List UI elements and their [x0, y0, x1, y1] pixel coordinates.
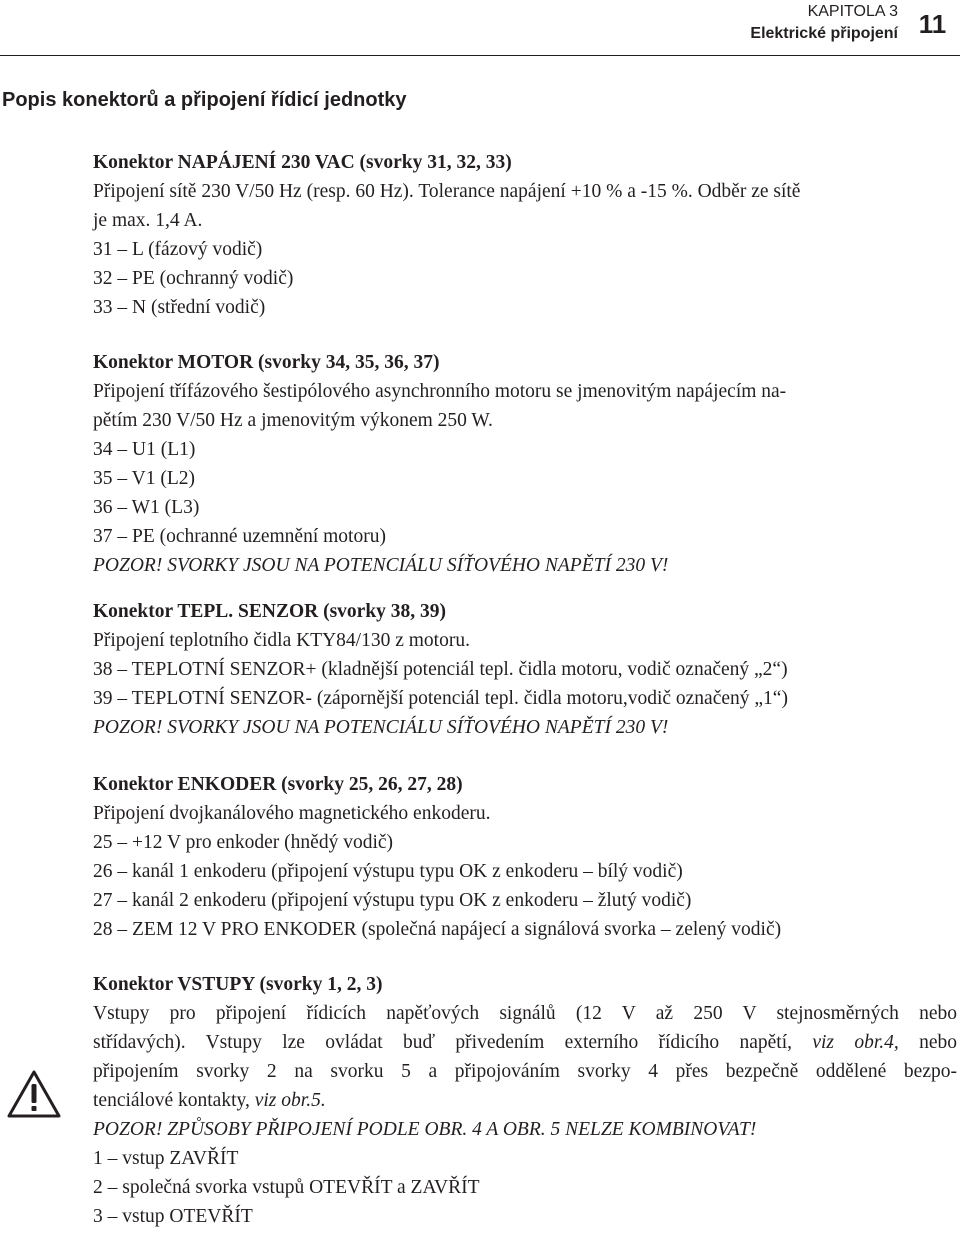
tepl-senzor-description: Připojení teplotního čidla KTY84/130 z motoru.: [93, 630, 470, 651]
enkoder-connector-block: [93, 770, 957, 944]
terminal-item: 36 – W1 (L3): [93, 497, 200, 518]
terminal-item: 35 – V1 (L2): [93, 468, 196, 489]
vstupy-text: tenciálové kontakty,: [93, 1090, 255, 1111]
terminal-item: 2 – společná svorka vstupů OTEVŘÍT a ZAVŘÍT: [93, 1177, 480, 1198]
terminal-item: 31 – L (fázový vodič): [93, 239, 263, 260]
figure-reference: viz obr.4,: [812, 1032, 899, 1053]
chapter-name: Elektrické připojení: [750, 25, 898, 42]
motor-description-line: Připojení třífázového šestipólového asynchronního motoru se jmenovitým napájecím na-: [93, 381, 787, 402]
figure-reference: viz obr.5.: [254, 1090, 326, 1111]
enkoder-description: Připojení dvojkanálového magnetického enkoderu.: [93, 803, 491, 824]
napajeni-connector-block: [93, 148, 957, 322]
vstupy-text: střídavých). Vstupy lze ovládat buď přivedením externího řídicího napětí,: [93, 1032, 813, 1053]
terminal-item: 1 – vstup ZAVŘÍT: [93, 1148, 239, 1169]
vstupy-paragraph-line: připojením svorky 2 na svorku 5 a připojováním svorky 4 přes bezpečně oddělené bezpo-: [93, 1061, 957, 1082]
terminal-item: 38 – TEPLOTNÍ SENZOR+ (kladnější potenciál tepl. čidla motoru, vodič označený „2“): [93, 659, 788, 680]
terminal-item: 32 – PE (ochranný vodič): [93, 268, 294, 289]
terminal-item: 27 – kanál 2 enkoderu (připojení výstupu typu OK z enkoderu – žlutý vodič): [93, 890, 692, 911]
napajeni-description-line: Připojení sítě 230 V/50 Hz (resp. 60 Hz). Tolerance napájení +10 % a -15 %. Odběr ze sítě: [93, 181, 801, 202]
tepl-senzor-connector-block: [93, 597, 957, 742]
terminal-item: 26 – kanál 1 enkoderu (připojení výstupu typu OK z enkoderu – bílý vodič): [93, 861, 683, 882]
terminal-item: 37 – PE (ochranné uzemnění motoru): [93, 526, 386, 547]
chapter-info: [598, 1, 898, 45]
terminal-item: 34 – U1 (L1): [93, 439, 196, 460]
terminal-item: 39 – TEPLOTNÍ SENZOR- (zápornější potenciál tepl. čidla motoru,vodič označený „1“): [93, 688, 788, 709]
enkoder-heading: Konektor ENKODER (svorky 25, 26, 27, 28): [93, 774, 463, 795]
motor-connector-block: [93, 348, 957, 580]
motor-description-line: pětím 230 V/50 Hz a jmenovitým výkonem 250 W.: [93, 410, 493, 431]
section-title: Popis konektorů a připojení řídicí jednotky: [2, 89, 407, 111]
napajeni-description-line: je max. 1,4 A.: [93, 210, 203, 231]
terminal-item: 28 – ZEM 12 V PRO ENKODER (společná napájecí a signálová svorka – zelený vodič): [93, 919, 782, 940]
page-number: 11: [918, 9, 947, 39]
motor-heading: Konektor MOTOR (svorky 34, 35, 36, 37): [93, 352, 440, 373]
header-rule: [0, 55, 960, 56]
chapter-label: KAPITOLA 3: [807, 3, 898, 20]
vstupy-paragraph-line: [93, 1028, 957, 1057]
vstupy-heading: Konektor VSTUPY (svorky 1, 2, 3): [93, 974, 383, 995]
tepl-senzor-warning: POZOR! SVORKY JSOU NA POTENCIÁLU SÍŤOVÉHO NAPĚTÍ 230 V!: [93, 717, 669, 738]
page-header: [0, 0, 960, 58]
vstupy-paragraph-line: Vstupy pro připojení řídicích napěťových signálů (12 V až 250 V stejnosměrných nebo: [93, 1003, 957, 1024]
terminal-item: 25 – +12 V pro enkoder (hnědý vodič): [93, 832, 394, 853]
vstupy-text: nebo: [898, 1032, 958, 1053]
vstupy-warning: POZOR! ZPŮSOBY PŘIPOJENÍ PODLE OBR. 4 A OBR. 5 NELZE KOMBINOVAT!: [93, 1119, 757, 1140]
tepl-senzor-heading: Konektor TEPL. SENZOR (svorky 38, 39): [93, 601, 447, 622]
terminal-item: 33 – N (střední vodič): [93, 297, 266, 318]
vstupy-paragraph-line: [93, 1086, 957, 1115]
warning-triangle-icon: [6, 1069, 62, 1119]
motor-warning: POZOR! SVORKY JSOU NA POTENCIÁLU SÍŤOVÉHO NAPĚTÍ 230 V!: [93, 555, 669, 576]
page-content: [93, 148, 957, 1248]
vstupy-connector-block: [93, 970, 957, 1231]
napajeni-heading: Konektor NAPÁJENÍ 230 VAC (svorky 31, 32, 33): [93, 152, 512, 173]
terminal-item: 3 – vstup OTEVŘÍT: [93, 1206, 253, 1227]
